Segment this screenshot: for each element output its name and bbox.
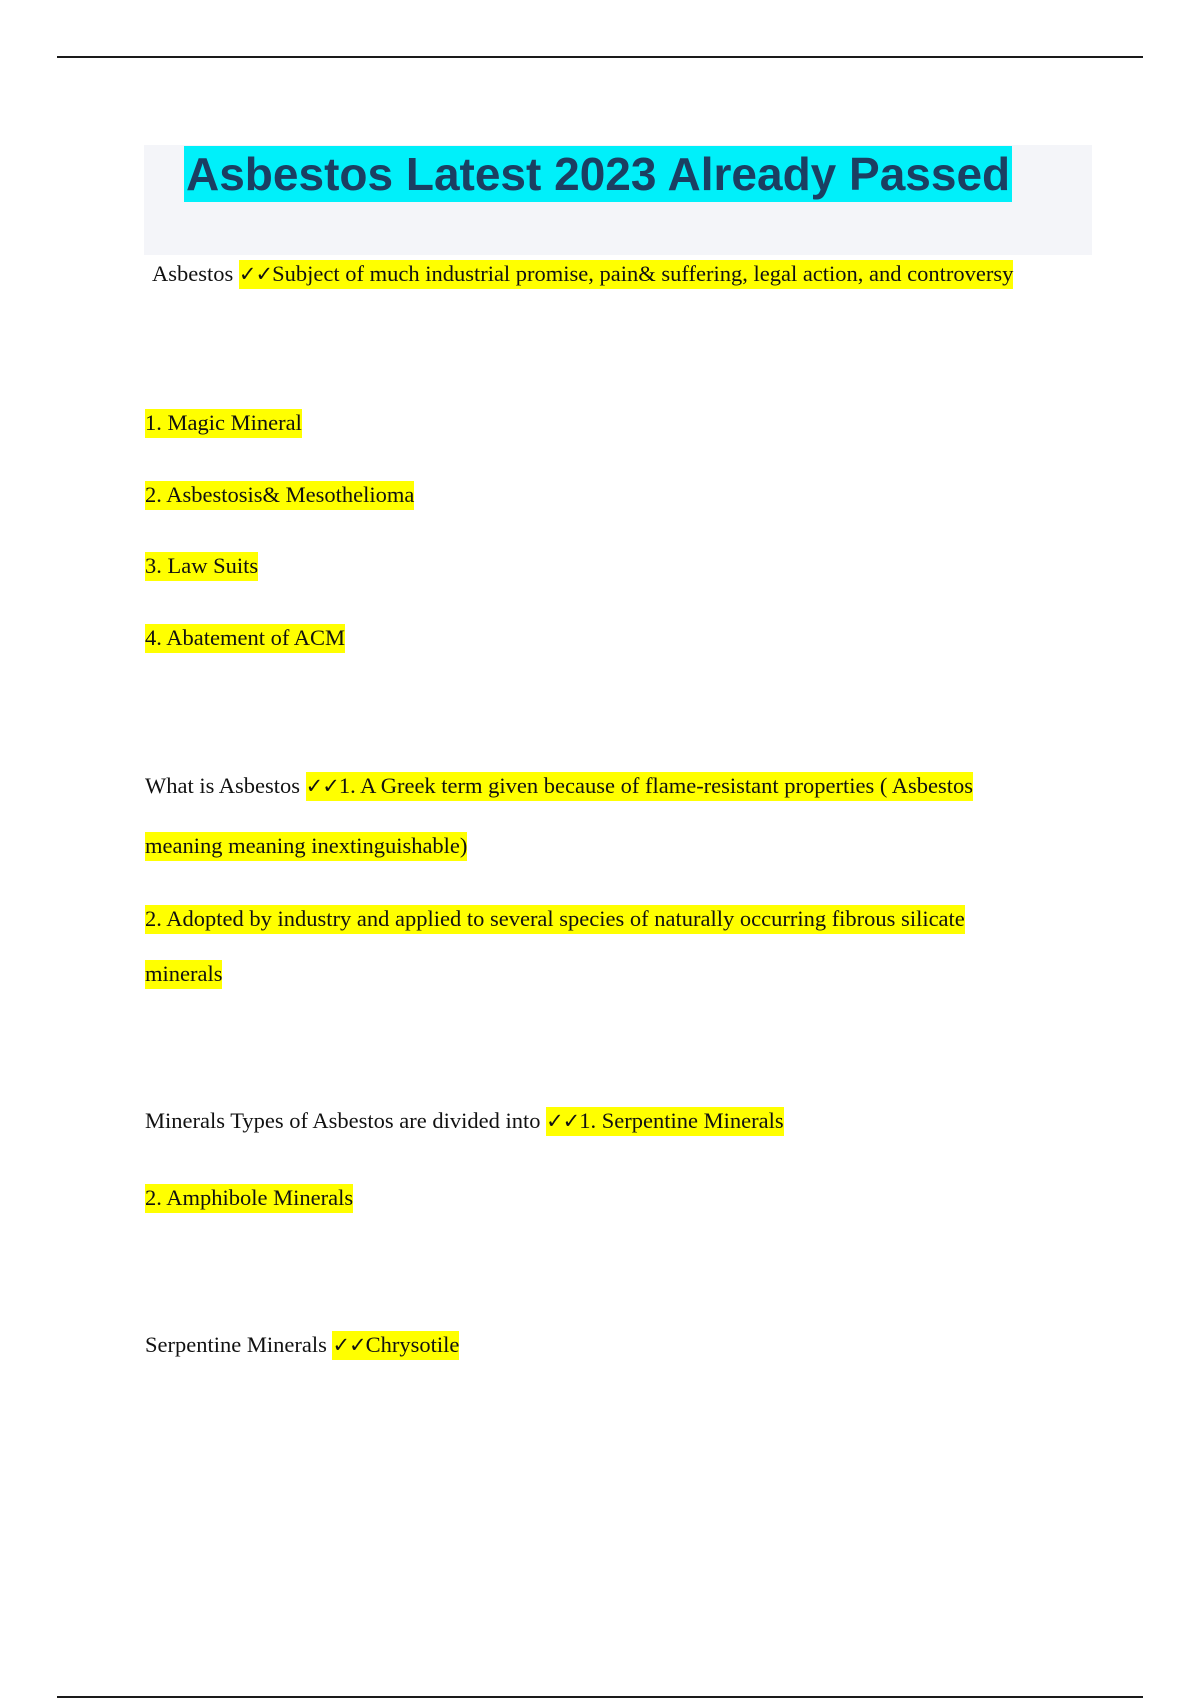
list-item — [145, 480, 414, 510]
answer-text: Subject of much industrial promise, pain& suffering, legal action, and controversy — [272, 261, 1014, 286]
list-item — [145, 408, 302, 438]
answer-highlight — [546, 1107, 784, 1136]
answer-text: 2. Adopted by industry and applied to several species of naturally occurring fibrous silicate — [145, 905, 965, 934]
list-item — [145, 623, 345, 653]
question-label: Asbestos — [152, 261, 239, 286]
question-label: What is Asbestos — [145, 773, 306, 798]
check-icon: ✓✓ — [332, 1333, 366, 1357]
question-what-is-asbestos — [145, 771, 973, 801]
list-item-text: 4. Abatement of ACM — [145, 624, 345, 653]
list-item-text: 1. Magic Mineral — [145, 409, 302, 438]
list-item-text: 3. Law Suits — [145, 552, 258, 581]
answer-text: 1. A Greek term given because of flame-resistant properties ( Asbestos — [338, 773, 974, 798]
answer-continuation — [145, 904, 965, 934]
list-item-text: 2. Asbestosis& Mesothelioma — [145, 481, 414, 510]
answer-text: 1. Serpentine Minerals — [579, 1108, 784, 1133]
question-serpentine-minerals — [145, 1330, 459, 1360]
answer-highlight — [332, 1331, 459, 1360]
answer-text: 2. Amphibole Minerals — [145, 1184, 353, 1213]
check-icon: ✓✓ — [238, 262, 273, 286]
answer-continuation — [145, 959, 222, 989]
question-mineral-types — [145, 1106, 784, 1136]
check-icon: ✓✓ — [546, 1109, 580, 1133]
top-rule — [57, 56, 1143, 58]
question-label: Minerals Types of Asbestos are divided into — [145, 1108, 547, 1133]
answer-text: minerals — [145, 960, 222, 989]
answer-highlight — [306, 772, 973, 801]
answer-continuation — [145, 831, 467, 861]
answer-text: meaning meaning inextinguishable) — [145, 832, 467, 861]
question-label: Serpentine Minerals — [145, 1332, 333, 1357]
check-icon: ✓✓ — [305, 774, 339, 798]
answer-highlight — [239, 260, 1013, 289]
question-asbestos — [152, 259, 1013, 289]
document-title: Asbestos Latest 2023 Already Passed — [186, 148, 1011, 200]
answer-text: Chrysotile — [365, 1332, 460, 1357]
bottom-rule — [57, 1696, 1143, 1698]
list-item — [145, 551, 258, 581]
answer-continuation — [145, 1183, 353, 1213]
